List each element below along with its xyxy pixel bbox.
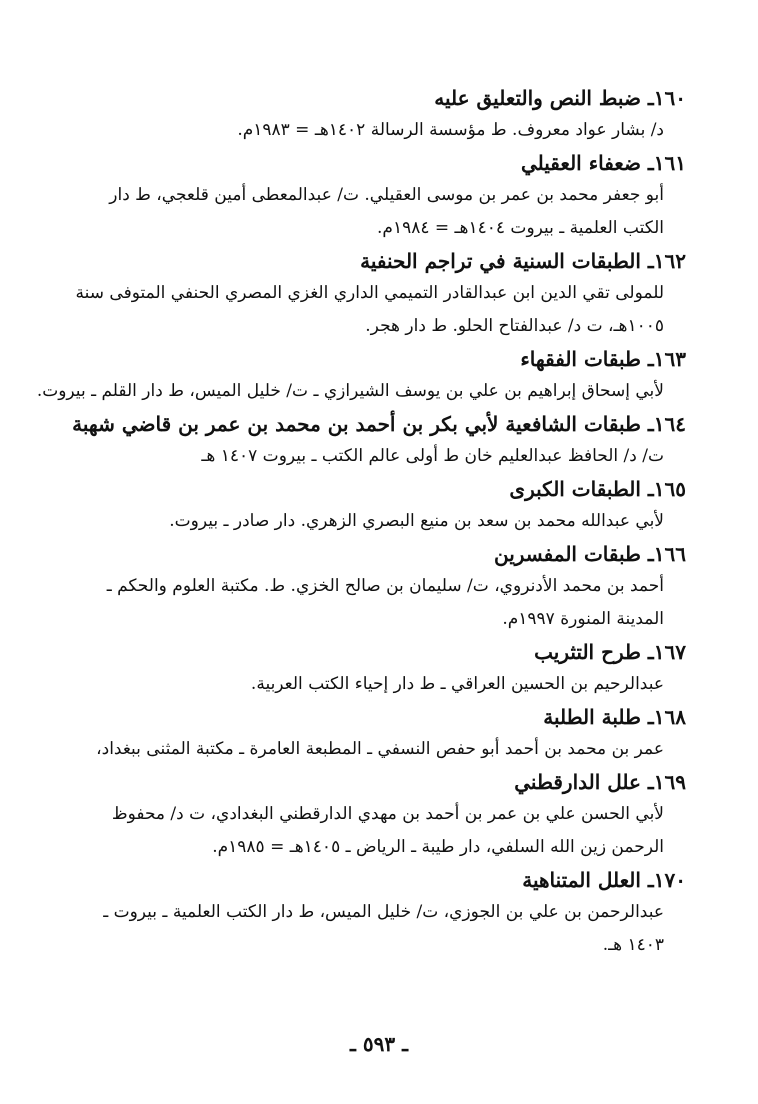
bibliography-entry [70,147,686,245]
entry-body [70,179,686,245]
bibliography-entry [70,701,686,766]
entry-title: ١٦٨ـ طلبة الطلبة [543,705,686,729]
entry-body [70,570,686,636]
entry-body [70,505,686,538]
entry-body-line: عمر بن محمد بن أحمد أبو حفص النسفي ـ المطبعة العامرة ـ مكتبة المثنى ببغداد، [96,739,664,759]
entry-title: ١٦٤ـ طبقات الشافعية لأبي بكر بن أحمد بن محمد بن عمر بن قاضي شهبة [72,412,686,436]
bibliography-entry [70,473,686,538]
entry-body-line: للمولى تقي الدين ابن عبدالقادر التميمي الداري الغزي المصري الحنفي المتوفى سنة [75,283,664,303]
entry-title: ١٦٠ـ ضبط النص والتعليق عليه [434,86,686,110]
entry-body-line: ت/ د/ الحافظ عبدالعليم خان ط أولى عالم الكتب ـ بيروت ١٤٠٧ هـ [201,446,664,466]
entry-body-line: ١٤٠٣ هـ. [602,935,664,955]
entry-body-line: ١٠٠٥هـ، ت د/ عبدالفتاح الحلو. ط دار هجر. [365,316,664,336]
entry-body-line: المدينة المنورة ١٩٩٧م. [502,609,664,629]
entry-body-line: الكتب العلمية ـ بيروت ١٤٠٤هـ = ١٩٨٤م. [377,218,664,238]
bibliography-entry [70,82,686,147]
bibliography-entry [36,343,686,408]
entry-body-line: عبدالرحمن بن علي بن الجوزي، ت/ خليل الميس، ط دار الكتب العلمية ـ بيروت ـ [103,902,664,922]
entry-body [70,440,686,473]
entry-title: ١٦٢ـ الطبقات السنية في تراجم الحنفية [360,249,686,273]
entry-title: ١٦٧ـ طرح التثريب [534,640,686,664]
entry-body-line: لأبي عبدالله محمد بن سعد بن منيع البصري الزهري. دار صادر ـ بيروت. [169,511,664,531]
entry-body [70,668,686,701]
entry-title: ١٦١ـ ضعفاء العقيلي [520,151,686,175]
page-number: ـ ٥٩٣ ـ [350,1032,408,1056]
entry-body-line: د/ بشار عواد معروف. ط مؤسسة الرسالة ١٤٠٢هـ = ١٩٨٣م. [237,120,664,140]
entry-title: ١٦٩ـ علل الدارقطني [514,770,686,794]
entry-title: ١٦٥ـ الطبقات الكبرى [509,477,686,501]
bibliography-entry [70,766,686,864]
entry-title: ١٦٦ـ طبقات المفسرين [493,542,686,566]
bibliography-entry [70,864,686,962]
bibliography-entry [70,408,686,473]
bibliography-entry [70,538,686,636]
bibliography-entry [70,636,686,701]
entry-title: ١٧٠ـ العلل المتناهية [522,868,686,892]
entry-body [70,896,686,962]
entry-body-line: عبدالرحيم بن الحسين العراقي ـ ط دار إحياء الكتب العربية. [250,674,664,694]
entry-body [70,798,686,864]
entry-title: ١٦٣ـ طبقات الفقهاء [520,347,686,371]
entry-body-line: الرحمن زين الله السلفي، دار طيبة ـ الرياض ـ ١٤٠٥هـ = ١٩٨٥م. [212,837,664,857]
entry-body [70,114,686,147]
entry-body-line: لأبي إسحاق إبراهيم بن علي بن يوسف الشيرازي ـ ت/ خليل الميس، ط دار القلم ـ بيروت. [36,381,664,401]
entry-body-line: أحمد بن محمد الأدنروي، ت/ سليمان بن صالح الخزي. ط. مكتبة العلوم والحكم ـ [106,576,664,596]
bibliography-list [36,82,686,962]
entry-body-line: أبو جعفر محمد بن عمر بن موسى العقيلي. ت/ عبدالمعطى أمين قلعجي، ط دار [109,185,664,205]
entry-body-line: لأبي الحسن علي بن عمر بن أحمد بن مهدي الدارقطني البغدادي، ت د/ محفوظ [111,804,664,824]
entry-body [36,375,686,408]
bibliography-entry [70,245,686,343]
entry-body [70,277,686,343]
entry-body [70,733,686,766]
